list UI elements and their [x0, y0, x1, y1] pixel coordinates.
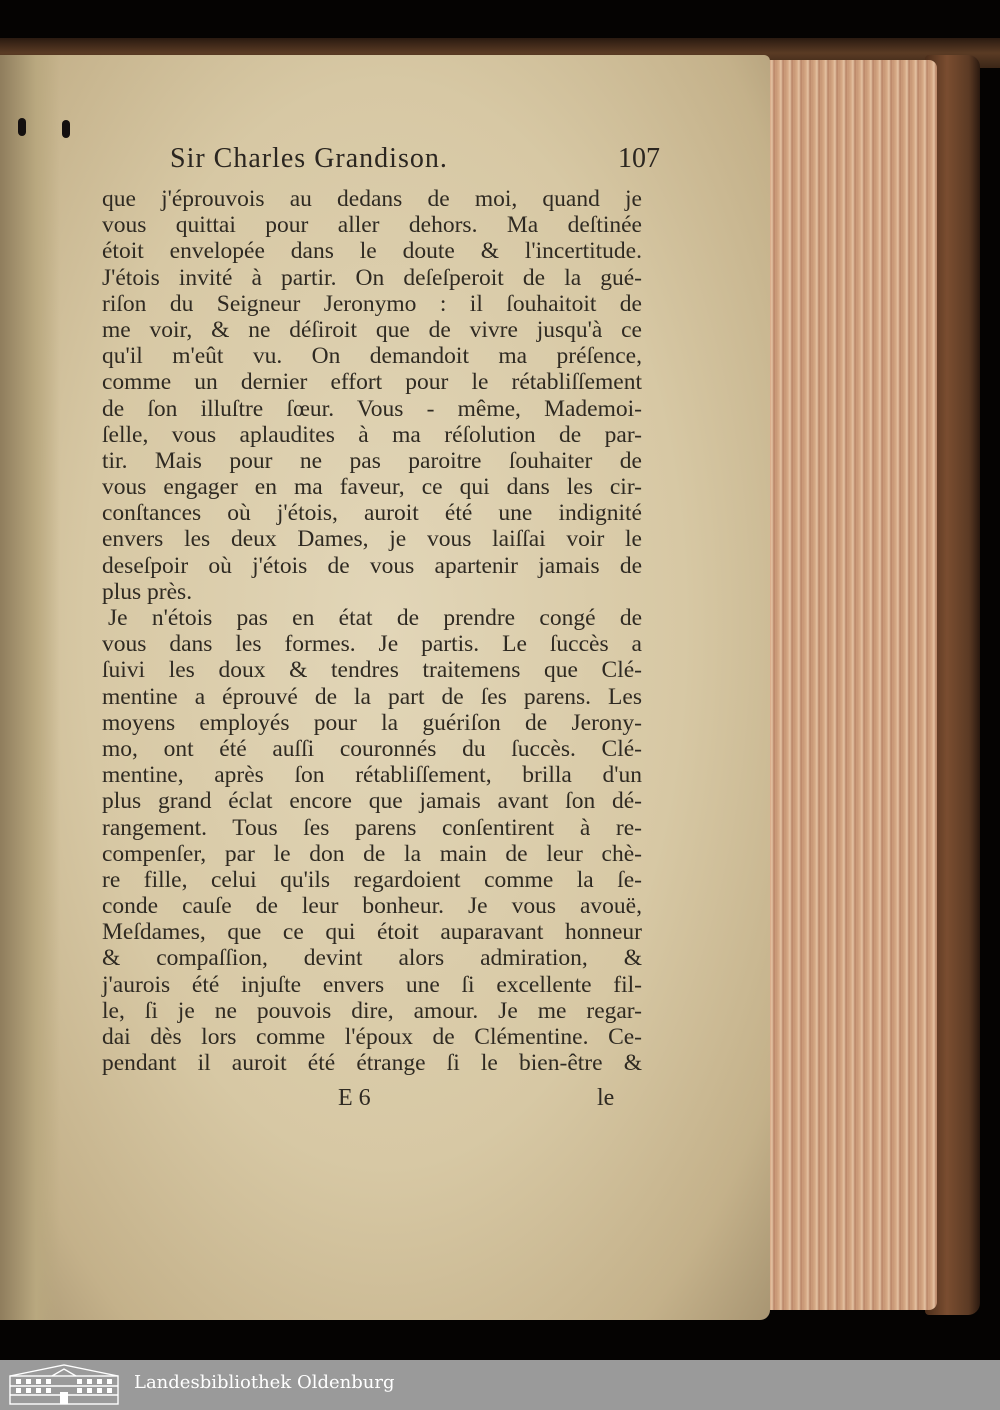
text-line: J'étois invité à partir. On deſeſperoit de la gué-	[102, 264, 642, 291]
text-line: & compaſſion, devint alors admiration, &	[102, 945, 642, 972]
text-line: ſelle, vous aplaudites à ma réſolution de par-	[102, 421, 642, 448]
text-line: moyens employés pour la guériſon de Jerony-	[102, 709, 642, 736]
text-line: compenſer, par le don de la main de leur chè-	[102, 840, 642, 867]
signature-mark: E 6	[338, 1085, 371, 1111]
text-line: qu'il m'eût vu. On demandoit ma préſence,	[102, 343, 642, 370]
library-building-icon	[6, 1362, 122, 1406]
text-line: ſuivi les doux & tendres traitemens que Clé-	[102, 657, 642, 684]
text-line: que j'éprouvois au dedans de moi, quand je	[102, 186, 642, 212]
text-line: vous engager en ma faveur, ce qui dans les cir-	[102, 474, 642, 501]
catchword: le	[597, 1085, 615, 1111]
text-line: étoit envelopée dans le doute & l'incertitude.	[102, 238, 642, 265]
text-line: rangement. Tous ſes parens conſentirent à re-	[102, 814, 642, 841]
text-line: mentine, après ſon rétabliſſement, brilla d'un	[102, 762, 642, 789]
text-line: le, ſi je ne pouvois dire, amour. Je me regar-	[102, 997, 642, 1024]
text-line: tir. Mais pour ne pas paroitre ſouhaiter de	[102, 447, 642, 474]
binding-hole	[62, 120, 70, 138]
text-line: vous quittai pour aller dehors. Ma deſtinée	[102, 212, 642, 239]
text-line: plus près.	[102, 578, 193, 605]
text-line: plus grand éclat encore que jamais avant ſon dé-	[102, 788, 642, 815]
text-line: dai dès lors comme l'époux de Clémentine. Ce-	[102, 1024, 642, 1050]
text-line: conde cauſe de leur bonheur. Je vous avouë,	[102, 893, 642, 920]
text-line: comme un dernier effort pour le rétabliſſement	[102, 369, 642, 396]
page-gutter	[0, 55, 60, 1320]
text-line: mo, ont été auſſi couronnés du ſuccès. Clé-	[102, 735, 642, 762]
text-line: vous dans les formes. Je partis. Le ſuccès a	[102, 631, 642, 658]
page-number: 107	[618, 143, 660, 174]
text-line: Je n'étois pas en état de prendre congé de	[108, 605, 642, 631]
text-line: de ſon illuſtre ſœur. Vous - même, Mademoi-	[102, 395, 642, 422]
text-line: pendant il auroit été étrange ſi le bien-être &	[102, 1050, 642, 1077]
text-line: conſtances où j'étois, auroit été une indignité	[102, 500, 642, 527]
text-line: riſon du Seigneur Jeronymo : il ſouhaitoit de	[102, 290, 642, 317]
text-line: re fille, celui qu'ils regardoient comme la ſe-	[102, 866, 642, 893]
binding-hole	[18, 118, 26, 136]
text-line: mentine a éprouvé de la part de ſes parens. Les	[102, 683, 642, 710]
body-text	[102, 186, 642, 1076]
text-line: envers les deux Dames, je vous laiſſai voir le	[102, 526, 642, 553]
text-line: j'aurois été injuſte envers une ſi excellente fil-	[102, 971, 642, 998]
running-title: Sir Charles Grandison.	[170, 143, 448, 174]
text-line: me voir, & ne déſiroit que de vivre jusqu'à ce	[102, 316, 642, 343]
library-name: Landesbibliothek Oldenburg	[134, 1372, 395, 1393]
text-line: deseſpoir où j'étois de vous apartenir jamais de	[102, 552, 642, 579]
text-line: Meſdames, que ce qui étoit auparavant honneur	[102, 919, 642, 946]
page-fore-edge	[765, 60, 937, 1310]
library-footer-bar	[0, 1360, 1000, 1410]
